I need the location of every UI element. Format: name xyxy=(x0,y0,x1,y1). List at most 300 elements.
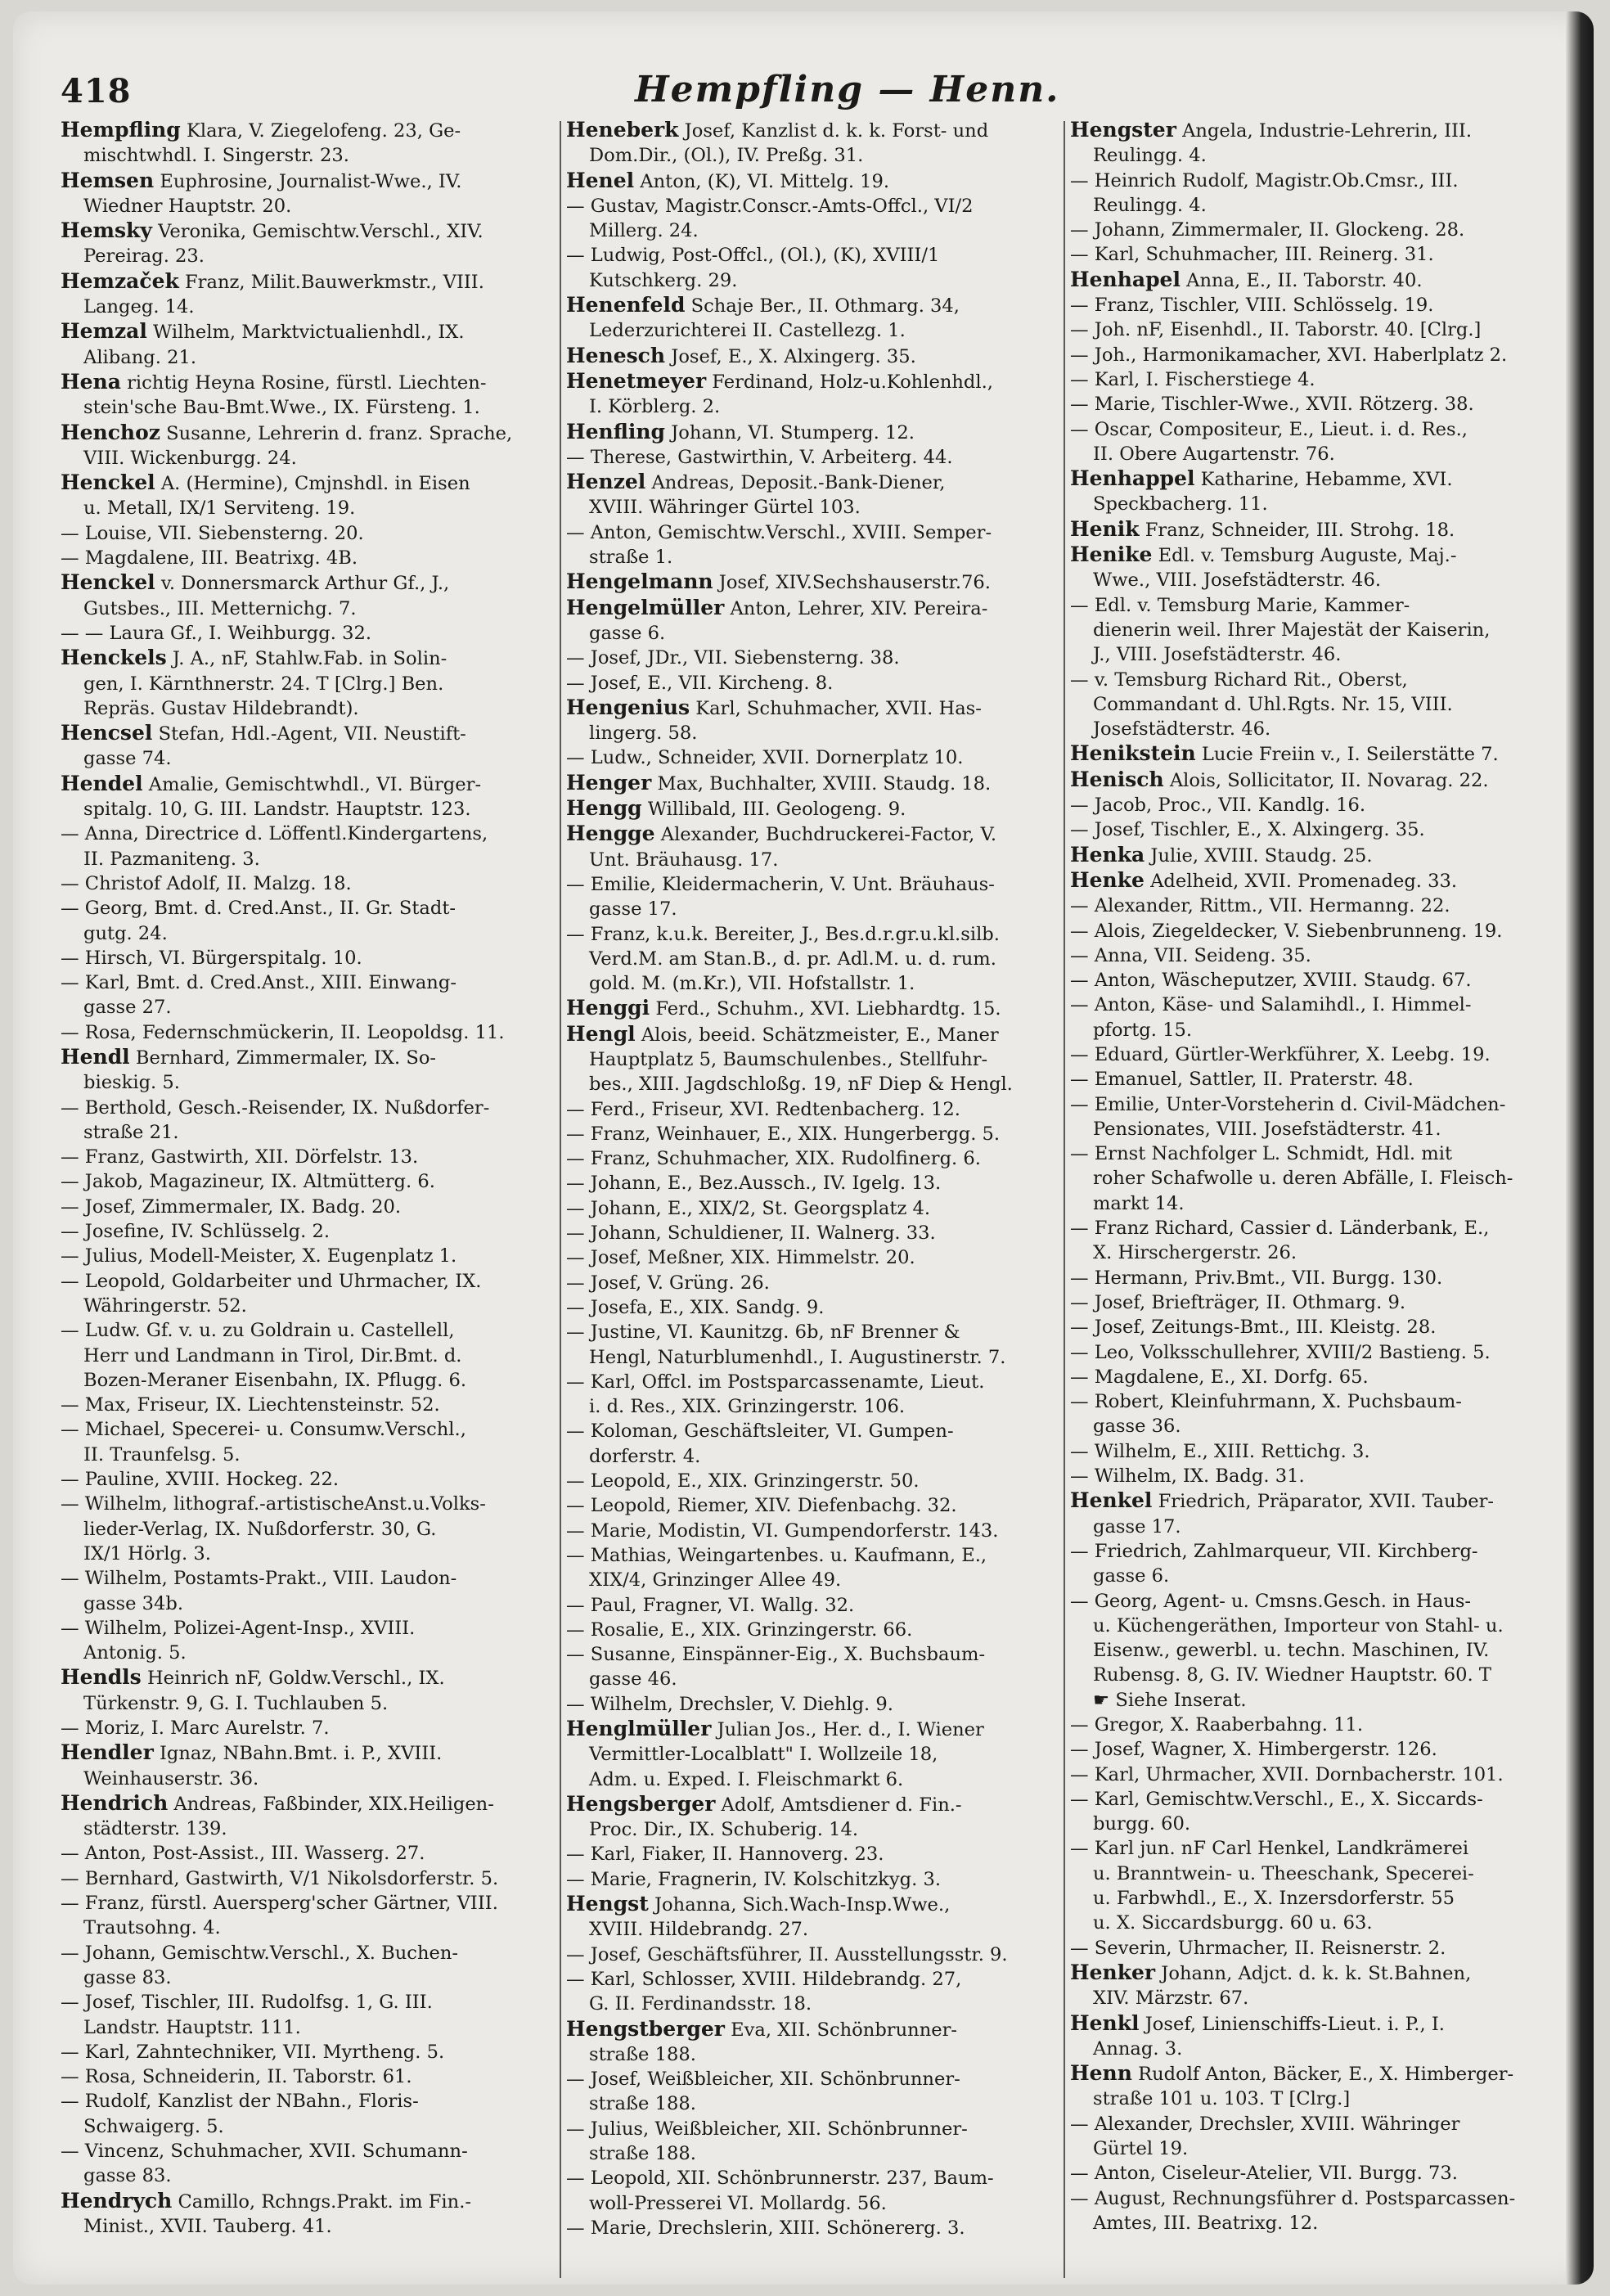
directory-entry-line xyxy=(566,646,1067,670)
directory-entry-line xyxy=(1070,1539,1571,1564)
directory-entry-line xyxy=(61,1517,561,1542)
directory-entry-line xyxy=(566,1146,1067,1171)
entry-text: Unt. Bräuhausg. 17. xyxy=(589,849,779,871)
directory-entry-line xyxy=(1070,1166,1571,1191)
directory-entry-line xyxy=(61,995,561,1020)
directory-entry-line xyxy=(566,143,1067,168)
directory-entry-line xyxy=(61,1120,561,1145)
entry-text: bes., XIII. Jagdschloßg. 19, nF Diep & Hengl. xyxy=(589,1074,1013,1096)
entry-surname: Henkl xyxy=(1070,2010,1140,2035)
directory-entry-line xyxy=(61,1145,561,1169)
directory-entry-line xyxy=(566,1692,1067,1717)
directory-entry-line xyxy=(566,1817,1067,1842)
entry-text: Alois, Sollicitator, II. Novarag. 22. xyxy=(1163,769,1489,791)
directory-entry-heading xyxy=(566,2017,1067,2042)
entry-text: — Wilhelm, lithograf.-artistischeAnst.u.Volks- xyxy=(61,1493,486,1515)
directory-entry-line xyxy=(61,1941,561,1965)
directory-entry-line xyxy=(61,1467,561,1492)
entry-text: Camillo, Rchngs.Prakt. im Fin.- xyxy=(172,2190,472,2213)
directory-entry-line xyxy=(61,1841,561,1866)
entry-surname: Hemsky xyxy=(61,218,152,243)
entry-text: — Marie, Drechslerin, XIII. Schönererg. 3. xyxy=(566,2217,965,2239)
directory-entry-line xyxy=(61,546,561,570)
entry-text: Rudolf Anton, Bäcker, E., X. Himberger- xyxy=(1131,2064,1514,2086)
directory-entry-line xyxy=(61,1965,561,1990)
entry-text: — Eduard, Gürtler-Werkführer, X. Leebg. 19. xyxy=(1070,1043,1491,1065)
entry-text: — Karl, I. Fischerstiege 4. xyxy=(1070,368,1315,390)
directory-entry-heading xyxy=(566,771,1067,796)
directory-entry-heading xyxy=(1070,868,1571,894)
directory-entry-line xyxy=(1070,1688,1571,1713)
entry-text: Eisenw., gewerbl. u. techn. Maschinen, IV. xyxy=(1093,1640,1490,1662)
entry-surname: Henhapel xyxy=(1070,267,1181,291)
entry-surname: Henenfeld xyxy=(566,293,686,317)
directory-entry-heading xyxy=(61,1740,561,1766)
directory-entry-heading xyxy=(1070,517,1571,542)
directory-entry-line xyxy=(1070,1911,1571,1935)
entry-text: J. A., nF, Stahlw.Fab. in Solin- xyxy=(166,648,447,670)
directory-entry-line xyxy=(566,1992,1067,2016)
entry-text: gold. M. (m.Kr.), VII. Hofstallstr. 1. xyxy=(589,973,915,995)
entry-text: XVIII. Währinger Gürtel 103. xyxy=(589,497,861,519)
entry-text: Bernhard, Zimmermaler, IX. So- xyxy=(129,1047,437,1069)
entry-text: Veronika, Gemischtw.Verschl., XIV. xyxy=(151,221,483,243)
entry-text: Alois, beeid. Schätzmeister, E., Maner xyxy=(635,1024,999,1046)
directory-entry-line xyxy=(61,1096,561,1120)
entry-surname: Henn xyxy=(1070,2061,1132,2086)
directory-entry-line xyxy=(1070,593,1571,618)
directory-entry-line xyxy=(566,1618,1067,1642)
entry-surname: Hemzaček xyxy=(61,268,179,293)
entry-text: Johann, Adjct. d. k. k. St.Bahnen, xyxy=(1155,1962,1472,1984)
directory-entry-line xyxy=(566,2191,1067,2216)
directory-entry-heading xyxy=(61,646,561,671)
directory-entry-line xyxy=(566,1519,1067,1543)
directory-entry-line xyxy=(566,1917,1067,1942)
entry-text: straße 21. xyxy=(83,1121,179,1143)
directory-entry-line xyxy=(1070,218,1571,242)
entry-text: Antonig. 5. xyxy=(83,1642,187,1664)
directory-entry-line xyxy=(61,797,561,822)
directory-entry-line xyxy=(566,1444,1067,1469)
directory-entry-heading xyxy=(566,293,1067,318)
directory-entry-line xyxy=(61,295,561,319)
entry-text: gasse 27. xyxy=(83,997,172,1019)
entry-text: — Rosa, Federnschmückerin, II. Leopoldsg. 11. xyxy=(61,1021,505,1043)
entry-text: dorferstr. 4. xyxy=(589,1445,701,1467)
entry-text: — Josef, E., VII. Kircheng. 8. xyxy=(566,672,834,694)
entry-text: Stefan, Hdl.-Agent, VII. Neustift- xyxy=(152,723,466,745)
directory-entry-line xyxy=(1070,1240,1571,1265)
entry-text: — Joh., Harmonikamacher, XVI. Haberlplatz 2. xyxy=(1070,344,1508,366)
entry-surname: Henger xyxy=(566,770,652,795)
directory-entry-line xyxy=(566,2166,1067,2190)
entry-text: Reulingg. 4. xyxy=(1093,145,1207,167)
directory-entry-line xyxy=(1070,993,1571,1017)
entry-text: — Karl, Fiaker, II. Hannoverg. 23. xyxy=(566,1844,884,1866)
entry-text: Wilhelm, Marktvictualienhdl., IX. xyxy=(146,322,465,344)
entry-text: u. Küchengeräthen, Importeur von Stahl- u. xyxy=(1093,1614,1504,1636)
entry-text: — Emanuel, Sattler, II. Praterstr. 48. xyxy=(1070,1069,1414,1091)
entry-text: — Anna, Directrice d. Löffentl.Kindergartens, xyxy=(61,823,488,845)
entry-text: gasse 83. xyxy=(83,1966,172,1988)
entry-text: u. X. Siccardsburgg. 60 u. 63. xyxy=(1093,1912,1373,1934)
entry-text: II. Pazmaniteng. 3. xyxy=(83,848,260,870)
directory-entry-line xyxy=(1070,1936,1571,1961)
entry-text: — Josef, Zimmermaler, IX. Badg. 20. xyxy=(61,1195,402,1218)
entry-text: Wiedner Hauptstr. 20. xyxy=(83,195,292,217)
directory-entry-line xyxy=(1070,2161,1571,2186)
directory-entry-line xyxy=(1070,2136,1571,2161)
entry-text: G. II. Ferdinandsstr. 18. xyxy=(589,1993,812,2015)
entry-text: Franz, Milit.Bauwerkmstr., VIII. xyxy=(178,271,484,293)
directory-entry-line xyxy=(61,2089,561,2114)
directory-entry-line xyxy=(566,2216,1067,2240)
directory-entry-line xyxy=(61,521,561,546)
directory-entry-line xyxy=(566,1171,1067,1195)
entry-text: Proc. Dir., IX. Schuberig. 14. xyxy=(589,1819,859,1841)
directory-entry-line xyxy=(61,1767,561,1791)
entry-text: Josefstädterstr. 46. xyxy=(1093,718,1271,741)
entry-text: u. Metall, IX/1 Serviteng. 19. xyxy=(83,497,356,520)
directory-entry-line xyxy=(61,1542,561,1566)
directory-entry-line xyxy=(566,1543,1067,1568)
directory-entry-line xyxy=(566,1742,1067,1767)
entry-surname: Henker xyxy=(1070,1960,1156,1984)
entry-surname: Henggi xyxy=(566,996,650,1020)
directory-entry-heading xyxy=(1070,2011,1571,2037)
entry-text: Türkenstr. 9, G. I. Tuchlauben 5. xyxy=(83,1692,389,1714)
entry-text: — Josefine, IV. Schlüsselg. 2. xyxy=(61,1221,331,1243)
entry-surname: Hengelmann xyxy=(566,569,713,594)
entry-text: J., VIII. Josefstädterstr. 46. xyxy=(1093,644,1342,666)
directory-entry-line xyxy=(1070,1216,1571,1240)
directory-entry-heading xyxy=(566,1792,1067,1817)
directory-entry-line xyxy=(1070,1290,1571,1315)
entry-surname: Henisch xyxy=(1070,767,1164,791)
entry-text: Speckbacherg. 11. xyxy=(1093,493,1268,515)
entry-text: Susanne, Lehrerin d. franz. Sprache, xyxy=(160,422,513,444)
entry-surname: Henesch xyxy=(566,343,666,367)
entry-surname: Hendrych xyxy=(61,2188,173,2213)
entry-surname: Henzel xyxy=(566,470,646,494)
entry-text: — — Laura Gf., I. Weihburgg. 32. xyxy=(61,622,372,644)
directory-entry-line xyxy=(566,2141,1067,2166)
entry-text: — Leopold, E., XIX. Grinzingerstr. 50. xyxy=(566,1470,920,1492)
entry-text: straße 101 u. 103. T [Clrg.] xyxy=(1093,2088,1351,2110)
entry-surname: Henetmeyer xyxy=(566,368,707,393)
directory-entry-line xyxy=(61,496,561,520)
entry-text: Hengl, Naturblumenhdl., I. Augustinerstr. 7. xyxy=(589,1346,1006,1368)
entry-text: — Leopold, XII. Schönbrunnerstr. 237, Baum- xyxy=(566,2168,994,2190)
entry-text: XVIII. Hildebrandg. 27. xyxy=(589,1919,809,1941)
entry-surname: Hengst xyxy=(566,1892,649,1916)
entry-text: Anton, (K), VI. Mittelg. 19. xyxy=(634,170,890,192)
directory-entry-line xyxy=(566,268,1067,293)
entry-text: Andreas, Deposit.-Bank-Diener, xyxy=(645,472,946,494)
entry-text: Währingerstr. 52. xyxy=(83,1294,247,1317)
entry-text: Pensionates, VIII. Josefstädterstr. 41. xyxy=(1093,1118,1441,1140)
directory-entry-heading xyxy=(1070,768,1571,793)
entry-surname: Henikstein xyxy=(1070,741,1196,766)
entry-text: — Wilhelm, Postamts-Prakt., VIII. Laudon- xyxy=(61,1568,457,1590)
entry-text: — Josefa, E., XIX. Sandg. 9. xyxy=(566,1296,825,1318)
entry-text: Karl, Schuhmacher, XVII. Has- xyxy=(690,697,982,719)
directory-entry-line xyxy=(566,1419,1067,1443)
entry-text: gen, I. Kärnthnerstr. 24. T [Clrg.] Ben. xyxy=(83,673,444,695)
entry-text: — Bernhard, Gastwirth, V/1 Nikolsdorferstr. 5. xyxy=(61,1867,499,1889)
entry-surname: Henhappel xyxy=(1070,466,1195,491)
entry-surname: Henchoz xyxy=(61,420,160,444)
directory-entry-line xyxy=(61,822,561,846)
entry-text: gasse 34b. xyxy=(83,1592,184,1614)
directory-entry-heading xyxy=(1070,118,1571,143)
directory-entry-line xyxy=(566,1370,1067,1394)
entry-text: Reulingg. 4. xyxy=(1093,194,1207,216)
directory-entry-line xyxy=(61,1070,561,1095)
directory-entry-line xyxy=(61,847,561,871)
directory-entry-line xyxy=(1070,717,1571,741)
directory-entry-line xyxy=(61,1817,561,1841)
entry-surname: Hendler xyxy=(61,1740,154,1765)
entry-text: — Hermann, Priv.Bmt., VII. Burgg. 130. xyxy=(1070,1267,1443,1289)
directory-entry-line xyxy=(1070,1564,1571,1588)
directory-entry-line xyxy=(566,745,1067,770)
entry-text: Schaje Ber., II. Othmarg. 34, xyxy=(685,295,960,317)
directory-entry-line xyxy=(1070,568,1571,592)
directory-entry-line xyxy=(566,2117,1067,2141)
entry-text: Pereirag. 23. xyxy=(83,245,205,268)
directory-entry-heading xyxy=(61,470,561,496)
entry-text: — Karl, Schuhmacher, III. Reinerg. 31. xyxy=(1070,244,1434,266)
entry-text: — Paul, Fragner, VI. Wallg. 32. xyxy=(566,1594,855,1616)
directory-entry-line xyxy=(1070,1638,1571,1663)
entry-text: Gürtel 19. xyxy=(1093,2138,1189,2160)
entry-text: woll-Presserei VI. Mollardg. 56. xyxy=(589,2192,887,2214)
entry-text: — Karl, Gemischtw.Verschl., E., X. Siccards- xyxy=(1070,1788,1483,1810)
entry-text: Julian Jos., Her. d., I. Wiener xyxy=(711,1719,984,1740)
directory-entry-line xyxy=(1070,894,1571,918)
entry-text: Gutsbes., III. Metternichg. 7. xyxy=(83,597,357,619)
directory-entry-line xyxy=(1070,919,1571,943)
directory-entry-line xyxy=(566,721,1067,745)
entry-text: Dom.Dir., (Ol.), IV. Preßg. 31. xyxy=(589,145,864,167)
entry-text: — Ernst Nachfolger L. Schmidt, Hdl. mit xyxy=(1070,1143,1453,1165)
directory-entry-line xyxy=(566,2091,1067,2116)
directory-entry-line xyxy=(1070,968,1571,993)
entry-text: — Josef, V. Grüng. 26. xyxy=(566,1272,770,1294)
directory-entry-line xyxy=(566,897,1067,921)
entry-text: Langeg. 14. xyxy=(83,296,195,318)
directory-entry-line xyxy=(61,1244,561,1268)
directory-entry-line xyxy=(1070,1663,1571,1687)
directory-entry-line xyxy=(1070,1042,1571,1067)
entry-text: Ignaz, NBahn.Bmt. i. P., XVIII. xyxy=(153,1743,443,1765)
entry-text: Euphrosine, Journalist-Wwe., IV. xyxy=(154,170,462,192)
directory-entry-line xyxy=(566,1493,1067,1518)
directory-entry-line xyxy=(61,1269,561,1294)
directory-entry-heading xyxy=(1070,2061,1571,2087)
entry-text: — Josef, Meßner, XIX. Himmelstr. 20. xyxy=(566,1247,915,1269)
entry-text: Ferd., Schuhm., XVI. Liebhardtg. 15. xyxy=(650,998,1001,1020)
directory-entry-heading xyxy=(1070,542,1571,568)
entry-surname: Henckel xyxy=(61,570,155,595)
entry-text: i. d. Res., XIX. Grinzingerstr. 106. xyxy=(589,1396,906,1418)
directory-entry-line xyxy=(566,318,1067,343)
entry-text: mischtwhdl. I. Singerstr. 23. xyxy=(83,145,349,167)
directory-entry-line xyxy=(1070,442,1571,466)
directory-entry-line xyxy=(566,922,1067,947)
directory-entry-line xyxy=(1070,1836,1571,1861)
entry-text: XIX/4, Grinzinger Allee 49. xyxy=(589,1569,842,1591)
entry-text: — Moriz, I. Marc Aurelstr. 7. xyxy=(61,1717,330,1739)
directory-entry-line xyxy=(61,395,561,420)
entry-text: ☛ Siehe Inserat. xyxy=(1093,1689,1247,1711)
entry-text: Josef, XIV.Sechshauserstr.76. xyxy=(713,572,991,594)
directory-entry-line xyxy=(1070,642,1571,667)
entry-text: Adm. u. Exped. I. Fleischmarkt 6. xyxy=(589,1768,904,1790)
entry-text: — Julius, Weißbleicher, XII. Schönbrunner- xyxy=(566,2118,968,2140)
entry-text: Annag. 3. xyxy=(1093,2037,1183,2060)
entry-surname: Hengelmüller xyxy=(566,595,725,619)
entry-text: — Franz, Gastwirth, XII. Dörfelstr. 13. xyxy=(61,1146,419,1168)
directory-entry-line xyxy=(61,871,561,896)
directory-entry-heading xyxy=(1070,466,1571,492)
entry-text: — Oscar, Compositeur, E., Lieut. i. d. Res., xyxy=(1070,418,1468,440)
entry-text: — Leopold, Riemer, XIV. Diefenbachg. 32. xyxy=(566,1495,957,1517)
directory-entry-line xyxy=(566,218,1067,243)
directory-entry-line xyxy=(566,445,1067,470)
entry-text: Verd.M. am Stan.B., d. pr. Adl.M. u. d. rum. xyxy=(589,948,996,970)
directory-entry-line xyxy=(1070,668,1571,692)
directory-entry-line xyxy=(61,1417,561,1442)
entry-surname: Hengl xyxy=(566,1021,636,1046)
entry-text: — Mathias, Weingartenbes. u. Kaufmann, E., xyxy=(566,1544,987,1566)
entry-text: Alexander, Buchdruckerei-Factor, V. xyxy=(654,824,997,846)
directory-entry-heading xyxy=(61,169,561,194)
directory-entry-line xyxy=(1070,2112,1571,2136)
entry-text: Rubensg. 8, G. IV. Wiedner Hauptstr. 60. T xyxy=(1093,1664,1491,1686)
entry-text: — Anton, Wäscheputzer, XVIII. Staudg. 67. xyxy=(1070,970,1472,992)
entry-text: — Wilhelm, Polizei-Agent-Insp., XVIII. xyxy=(61,1617,416,1639)
directory-entry-line xyxy=(1070,1812,1571,1836)
entry-text: — Josef, Weißbleicher, XII. Schönbrunner- xyxy=(566,2069,960,2091)
directory-entry-line xyxy=(1070,793,1571,817)
entry-text: — Alexander, Drechsler, XVIII. Währinger xyxy=(1070,2113,1460,2135)
entry-text: — Pauline, XVIII. Hockeg. 22. xyxy=(61,1469,340,1491)
directory-entry-line xyxy=(1070,392,1571,416)
entry-text: II. Traunfelsg. 5. xyxy=(83,1443,241,1465)
directory-entry-line xyxy=(61,921,561,946)
entry-text: straße 188. xyxy=(589,2093,696,2115)
entry-text: gasse 46. xyxy=(589,1668,677,1690)
directory-entry-heading xyxy=(566,1022,1067,1047)
entry-text: — Louise, VII. Siebensterng. 20. xyxy=(61,522,364,544)
entry-text: — Wilhelm, Drechsler, V. Diehlg. 9. xyxy=(566,1693,893,1715)
directory-entry-line xyxy=(566,1394,1067,1419)
entry-text: — Hirsch, VI. Bürgerspitalg. 10. xyxy=(61,947,362,969)
directory-entry-line xyxy=(1070,367,1571,392)
entry-text: — Therese, Gastwirthin, V. Arbeiterg. 44. xyxy=(566,446,953,468)
entry-text: v. Donnersmarck Arthur Gf., J., xyxy=(155,573,450,595)
entry-text: Klara, V. Ziegelofeng. 23, Ge- xyxy=(180,120,461,142)
directory-entry-heading xyxy=(566,596,1067,621)
entry-text: — Ludwig, Post-Offcl., (Ol.), (K), XVIII/1 xyxy=(566,245,940,267)
directory-entry-line xyxy=(566,872,1067,897)
directory-entry-heading xyxy=(566,470,1067,495)
entry-text: Ferdinand, Holz-u.Kohlenhdl., xyxy=(706,371,993,393)
entry-text: Josef, Linienschiffs-Lieut. i. P., I. xyxy=(1139,2013,1445,2035)
directory-entry-line xyxy=(566,1122,1067,1146)
entry-text: — Gustav, Magistr.Conscr.-Amts-Offcl., VI/2 xyxy=(566,195,974,217)
entry-surname: Hengenius xyxy=(566,695,690,719)
entry-text: Edl. v. Temsburg Auguste, Maj.- xyxy=(1152,545,1457,567)
entry-text: — Berthold, Gesch.-Reisender, IX. Nußdorfer- xyxy=(61,1096,490,1119)
directory-entry-line xyxy=(566,1221,1067,1245)
entry-text: Trautsohng. 4. xyxy=(83,1917,221,1939)
entry-text: bieskig. 5. xyxy=(83,1072,180,1094)
directory-entry-line xyxy=(1070,143,1571,168)
entry-text: — Max, Friseur, IX. Liechtensteinstr. 52. xyxy=(61,1394,440,1416)
directory-entry-line xyxy=(1070,169,1571,193)
entry-text: — Johann, Zimmermaler, II. Glockeng. 28. xyxy=(1070,219,1465,241)
entry-text: — Ludw. Gf. v. u. zu Goldrain u. Castellell, xyxy=(61,1320,455,1342)
entry-text: gasse 6. xyxy=(589,622,666,644)
entry-text: — Heinrich Rudolf, Magistr.Ob.Cmsr., III. xyxy=(1070,169,1459,191)
entry-text: — Josef, Briefträger, II. Othmarg. 9. xyxy=(1070,1291,1405,1313)
directory-entry-heading xyxy=(61,421,561,446)
directory-entry-line xyxy=(1070,417,1571,442)
entry-text: — Anna, VII. Seideng. 35. xyxy=(1070,944,1311,966)
entry-text: — Susanne, Einspänner-Eig., X. Buchsbaum- xyxy=(566,1644,986,1666)
directory-entry-line xyxy=(1070,1737,1571,1762)
directory-entry-line xyxy=(566,1196,1067,1221)
entry-text: — Rudolf, Kanzlist der NBahn., Floris- xyxy=(61,2091,419,2113)
entry-text: Landstr. Hauptstr. 111. xyxy=(83,2016,301,2038)
entry-text: — Vincenz, Schuhmacher, XVII. Schumann- xyxy=(61,2141,468,2163)
entry-text: — Rosa, Schneiderin, II. Taborstr. 61. xyxy=(61,2066,412,2088)
directory-entry-line xyxy=(61,672,561,696)
entry-text: gasse 83. xyxy=(83,2165,172,2187)
entry-text: gasse 36. xyxy=(1093,1416,1181,1438)
entry-text: — Josef, JDr., VII. Siebensterng. 38. xyxy=(566,647,900,669)
entry-text: II. Obere Augartenstr. 76. xyxy=(1093,443,1335,465)
entry-text: VIII. Wickenburgg. 24. xyxy=(83,447,297,469)
entry-text: Heinrich nF, Goldw.Verschl., IX. xyxy=(141,1668,445,1690)
entry-surname: Hemzal xyxy=(61,319,147,344)
entry-text: Vermittler-Localblatt" I. Wollzeile 18, xyxy=(589,1744,938,1766)
directory-entry-line xyxy=(1070,943,1571,968)
directory-entry-heading xyxy=(61,118,561,143)
entry-text: Anton, Lehrer, XIV. Pereira- xyxy=(724,597,988,619)
directory-entry-heading xyxy=(61,570,561,596)
entry-text: gasse 74. xyxy=(83,748,172,770)
directory-page xyxy=(13,11,1594,2285)
entry-text: u. Branntwein- u. Theeschank, Specerei- xyxy=(1093,1862,1474,1884)
directory-entry-heading xyxy=(566,118,1067,143)
directory-entry-heading xyxy=(566,996,1067,1021)
directory-entry-line xyxy=(61,1020,561,1045)
entry-text: — Koloman, Geschäftsleiter, VI. Gumpen- xyxy=(566,1420,954,1443)
directory-entry-heading xyxy=(1070,268,1571,293)
entry-text: — Josef, Tischler, III. Rudolfsg. 1, G. III. xyxy=(61,1992,433,2014)
directory-entry-heading xyxy=(61,218,561,244)
entry-text: — Anton, Post-Assist., III. Wasserg. 27. xyxy=(61,1843,425,1865)
directory-entry-line xyxy=(1070,2087,1571,2111)
entry-text: — Karl, Zahntechniker, VII. Myrtheng. 5. xyxy=(61,2041,445,2063)
directory-entry-line xyxy=(1070,343,1571,367)
directory-entry-line xyxy=(566,1245,1067,1270)
